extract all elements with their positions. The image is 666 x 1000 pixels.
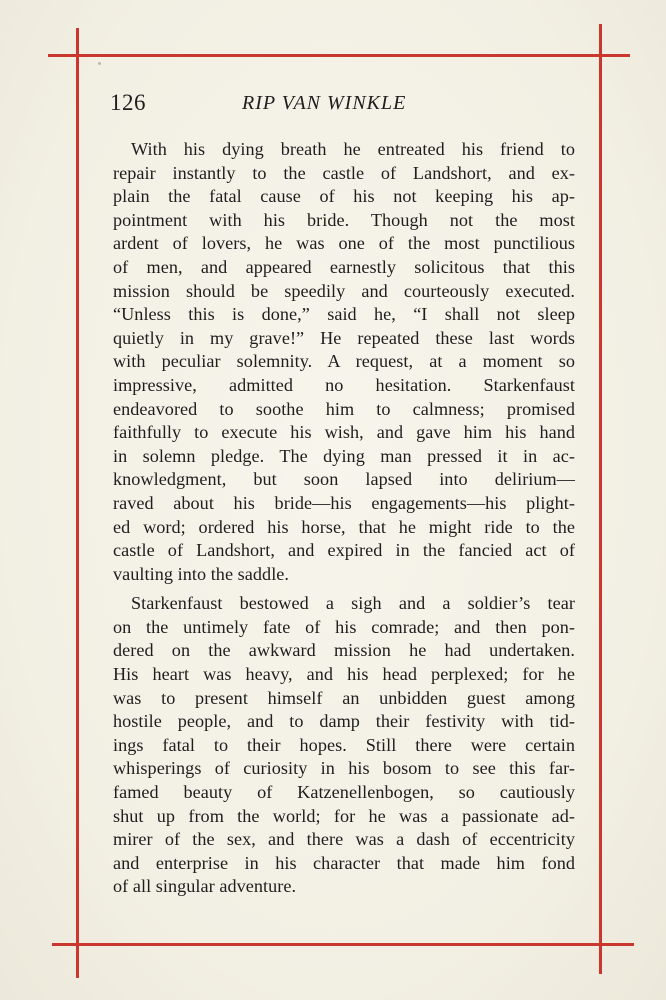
page-header [110,90,590,124]
border-rule-left [76,28,79,978]
border-rule-bottom [52,943,634,946]
text-line: Starkenfaust bestowed a sigh and a soldier’s tear [131,593,575,614]
running-title: RIP VAN WINKLE [242,92,407,114]
page-number: 126 [110,90,146,115]
body-text [113,138,575,899]
text-line: “Unless this is done,” said he, “I shall not sleep [113,304,575,325]
text-line: and enterprise in his character that made him fond [113,852,575,873]
text-line: knowledgment, but soon lapsed into delirium— [113,469,575,490]
text-line: of men, and appeared earnestly solicitous that this [113,256,575,277]
text-line: was to present himself an unbidden guest among [113,687,575,708]
text-line: pointment with his bride. Though not the most [113,209,575,230]
text-line: raved about his bride—his engagements—his plight- [113,492,575,513]
text-line: castle of Landshort, and expired in the fancied act of [113,540,575,561]
text-line: ed word; ordered his horse, that he might ride to the [113,516,575,537]
text-line: His heart was heavy, and his head perplexed; for he [113,664,575,685]
text-line: shut up from the world; for he was a passionate ad- [113,805,575,826]
text-line: mirer of the sex, and there was a dash of eccentricity [113,829,575,850]
text-line: With his dying breath he entreated his friend to [131,139,575,159]
paper-speck [98,62,101,65]
text-line: in solemn pledge. The dying man pressed it in ac- [113,445,575,466]
border-rule-right [599,24,602,974]
text-line: endeavored to soothe him to calmness; promised [113,398,575,419]
text-line: ings fatal to their hopes. Still there were certain [113,734,575,755]
text-line: with peculiar solemnity. A request, at a moment so [113,351,575,372]
text-line: plain the fatal cause of his not keeping his ap- [113,186,575,207]
text-line: quietly in my grave!” He repeated these last words [113,327,575,348]
text-line: hostile people, and to damp their festivity with tid- [113,711,575,732]
text-line: faithfully to execute his wish, and gave him his hand [113,422,575,443]
border-rule-top [48,54,630,57]
text-line: of all singular adventure. [113,876,297,897]
text-line: mission should be speedily and courteously executed. [113,280,575,301]
text-line: dered on the awkward mission he had undertaken. [113,640,575,661]
text-line: whisperings of curiosity in his bosom to see this far- [113,758,575,779]
text-line: on the untimely fate of his comrade; and then pon- [113,616,575,637]
text-line: impressive, admitted no hesitation. Starkenfaust [113,374,575,395]
text-line: famed beauty of Katzenellenbogen, so cautiously [113,782,575,803]
text-line: ardent of lovers, he was one of the most punctilious [113,233,575,254]
text-line: vaulting into the saddle. [113,563,290,584]
text-line: repair instantly to the castle of Landshort, and ex- [113,162,575,183]
